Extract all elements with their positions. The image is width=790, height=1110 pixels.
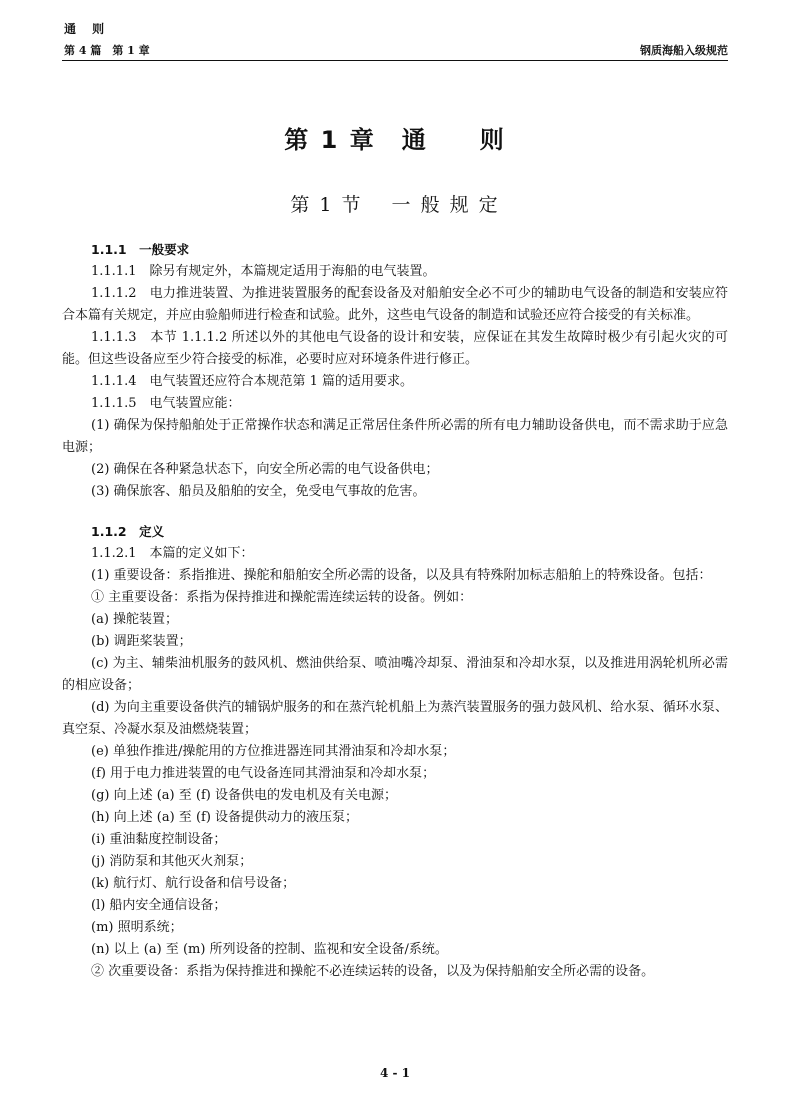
section-title: 第 1 节 一 般 规 定 <box>290 194 500 216</box>
chapter-title: 第 1 章 通 则 <box>284 126 506 154</box>
running-header-title: 通 则 <box>64 22 111 36</box>
paragraph: (3) 确保旅客、船员及船舶的安全，免受电气事故的危害。 <box>91 484 426 499</box>
header-rule <box>62 60 728 61</box>
paragraph: 1.1.1.1 除另有规定外，本篇规定适用于海船的电气装置。 <box>91 264 436 279</box>
paragraph: (l) 船内安全通信设备； <box>91 898 227 913</box>
clause-heading: 1.1.1 一般要求 <box>91 242 190 257</box>
page-number: 4 - 1 <box>379 1066 411 1080</box>
paragraph: (k) 航行灯、航行设备和信号设备； <box>91 876 296 891</box>
paragraph: 1.1.1.3 本节 1.1.1.2 所述以外的其他电气设备的设计和安装，应保证在其发生故障时极少有引起火灾的可能。但这些设备应至少符合接受的标准，必要时应对环境条件进行修正。 <box>62 330 728 367</box>
paragraph: ① 主重要设备：系指为保持推进和操舵需连续运转的设备。例如： <box>91 590 473 605</box>
paragraph: 1.1.2.1 本篇的定义如下： <box>91 546 254 561</box>
paragraph: (h) 向上述 (a) 至 (f) 设备提供动力的液压泵； <box>91 810 359 825</box>
paragraph: (a) 操舵装置； <box>91 612 179 627</box>
paragraph: ② 次重要设备：系指为保持推进和操舵不必连续运转的设备，以及为保持船舶安全所必需的设备。 <box>91 964 655 979</box>
paragraph: (j) 消防泵和其他灭火剂泵； <box>91 854 253 869</box>
paragraph: (1) 确保为保持船舶处于正常操作状态和满足正常居住条件所必需的所有电力辅助设备供电，而不需求助于应急电源； <box>62 418 728 455</box>
paragraph: 1.1.1.5 电气装置应能： <box>91 396 241 411</box>
paragraph: (f) 用于电力推进装置的电气设备连同其滑油泵和冷却水泵； <box>91 766 436 781</box>
running-header-part-chapter: 第 4 篇 第 1 章 <box>64 44 150 57</box>
paragraph: 1.1.1.4 电气装置还应符合本规范第 1 篇的适用要求。 <box>91 374 414 389</box>
clause-heading: 1.1.2 定义 <box>91 524 165 539</box>
paragraph: (1) 重要设备：系指推进、操舵和船舶安全所必需的设备，以及具有特殊附加标志船舶上的特殊设备。包括： <box>91 568 712 583</box>
paragraph: (n) 以上 (a) 至 (m) 所列设备的控制、监视和安全设备/系统。 <box>91 942 448 957</box>
paragraph: (2) 确保在各种紧急状态下，向安全所必需的电气设备供电； <box>91 462 439 477</box>
paragraph: (m) 照明系统； <box>91 920 183 935</box>
body-text <box>62 239 728 983</box>
paragraph: (c) 为主、辅柴油机服务的鼓风机、燃油供给泵、喷油嘴冷却泵、滑油泵和冷却水泵，以及推进用涡轮机所必需的相应设备； <box>62 656 728 693</box>
paragraph: 1.1.1.2 电力推进装置、为推进装置服务的配套设备及对船舶安全必不可少的辅助电气设备的制造和安装应符合本篇有关规定，并应由验船师进行检查和试验。此外，这些电气设备的制造和试验还应符合接受的有关标准。 <box>62 286 728 323</box>
paragraph: (e) 单独作推进/操舵用的方位推进器连同其滑油泵和冷却水泵； <box>91 744 456 759</box>
paragraph: (b) 调距桨装置； <box>91 634 192 649</box>
paragraph: (i) 重油黏度控制设备； <box>91 832 227 847</box>
running-header-book-title: 钢质海船入级规范 <box>640 44 728 57</box>
paragraph: (d) 为向主重要设备供汽的辅锅炉服务的和在蒸汽轮机船上为蒸汽装置服务的强力鼓风机、给水泵、循环水泵、真空泵、冷凝水泵及油燃烧装置； <box>62 700 728 737</box>
paragraph: (g) 向上述 (a) 至 (f) 设备供电的发电机及有关电源； <box>91 788 397 803</box>
